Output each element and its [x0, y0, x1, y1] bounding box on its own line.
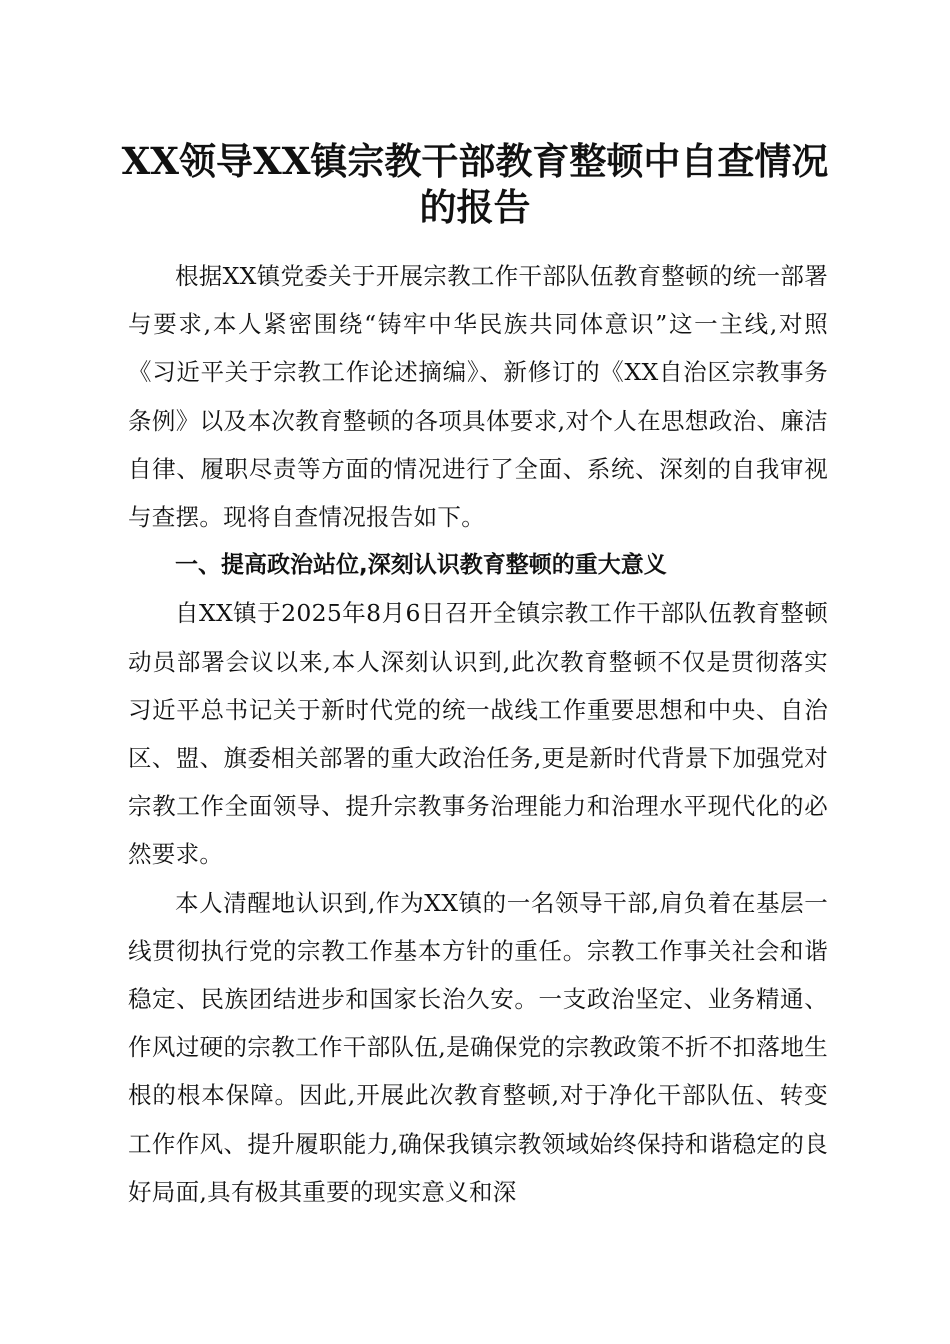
intro-paragraph: 根据XX镇党委关于开展宗教工作干部队伍教育整顿的统一部署与要求,本人紧密围绕“铸牢中华民族共同体意识”这一主线,对照《习近平关于宗教工作论述摘编》、新修订的《XX自治区宗教事务条例》以及本次教育整顿的各项具体要求,对个人在思想政治、廉洁自律、履职尽责等方面的情况进行了全面、系统、深刻的自我审视与查摆。现将自查情况报告如下。	[128, 262, 828, 532]
title-line-1: XX领导XX镇宗教干部教育整顿中自查情况	[121, 139, 829, 183]
title-line-2: 的报告	[419, 185, 531, 229]
section-1-paragraph-2: 本人清醒地认识到,作为XX镇的一名领导干部,肩负着在基层一线贯彻执行党的宗教工作基本方针的重任。宗教工作事关社会和谐稳定、民族团结进步和国家长治久安。一支政治坚定、业务精通、作风过硬的宗教工作干部队伍,是确保党的宗教政策不折不扣落地生根的根本保障。因此,开展此次教育整顿,对于净化干部队伍、转变工作作风、提升履职能力,确保我镇宗教领域始终保持和谐稳定的良好局面,具有极其重要的现实意义和深	[128, 888, 828, 1206]
document-body	[128, 252, 828, 1216]
document-title	[120, 138, 830, 230]
section-1-paragraph-1: 自XX镇于2025年8月6日召开全镇宗教工作干部队伍教育整顿动员部署会议以来,本人深刻认识到,此次教育整顿不仅是贯彻落实习近平总书记关于新时代党的统一战线工作重要思想和中央、自治区、盟、旗委相关部署的重大政治任务,更是新时代背景下加强党对宗教工作全面领导、提升宗教事务治理能力和治理水平现代化的必然要求。	[128, 599, 828, 869]
section-heading-1: 一、提高政治站位,深刻认识教育整顿的重大意义	[175, 552, 667, 579]
